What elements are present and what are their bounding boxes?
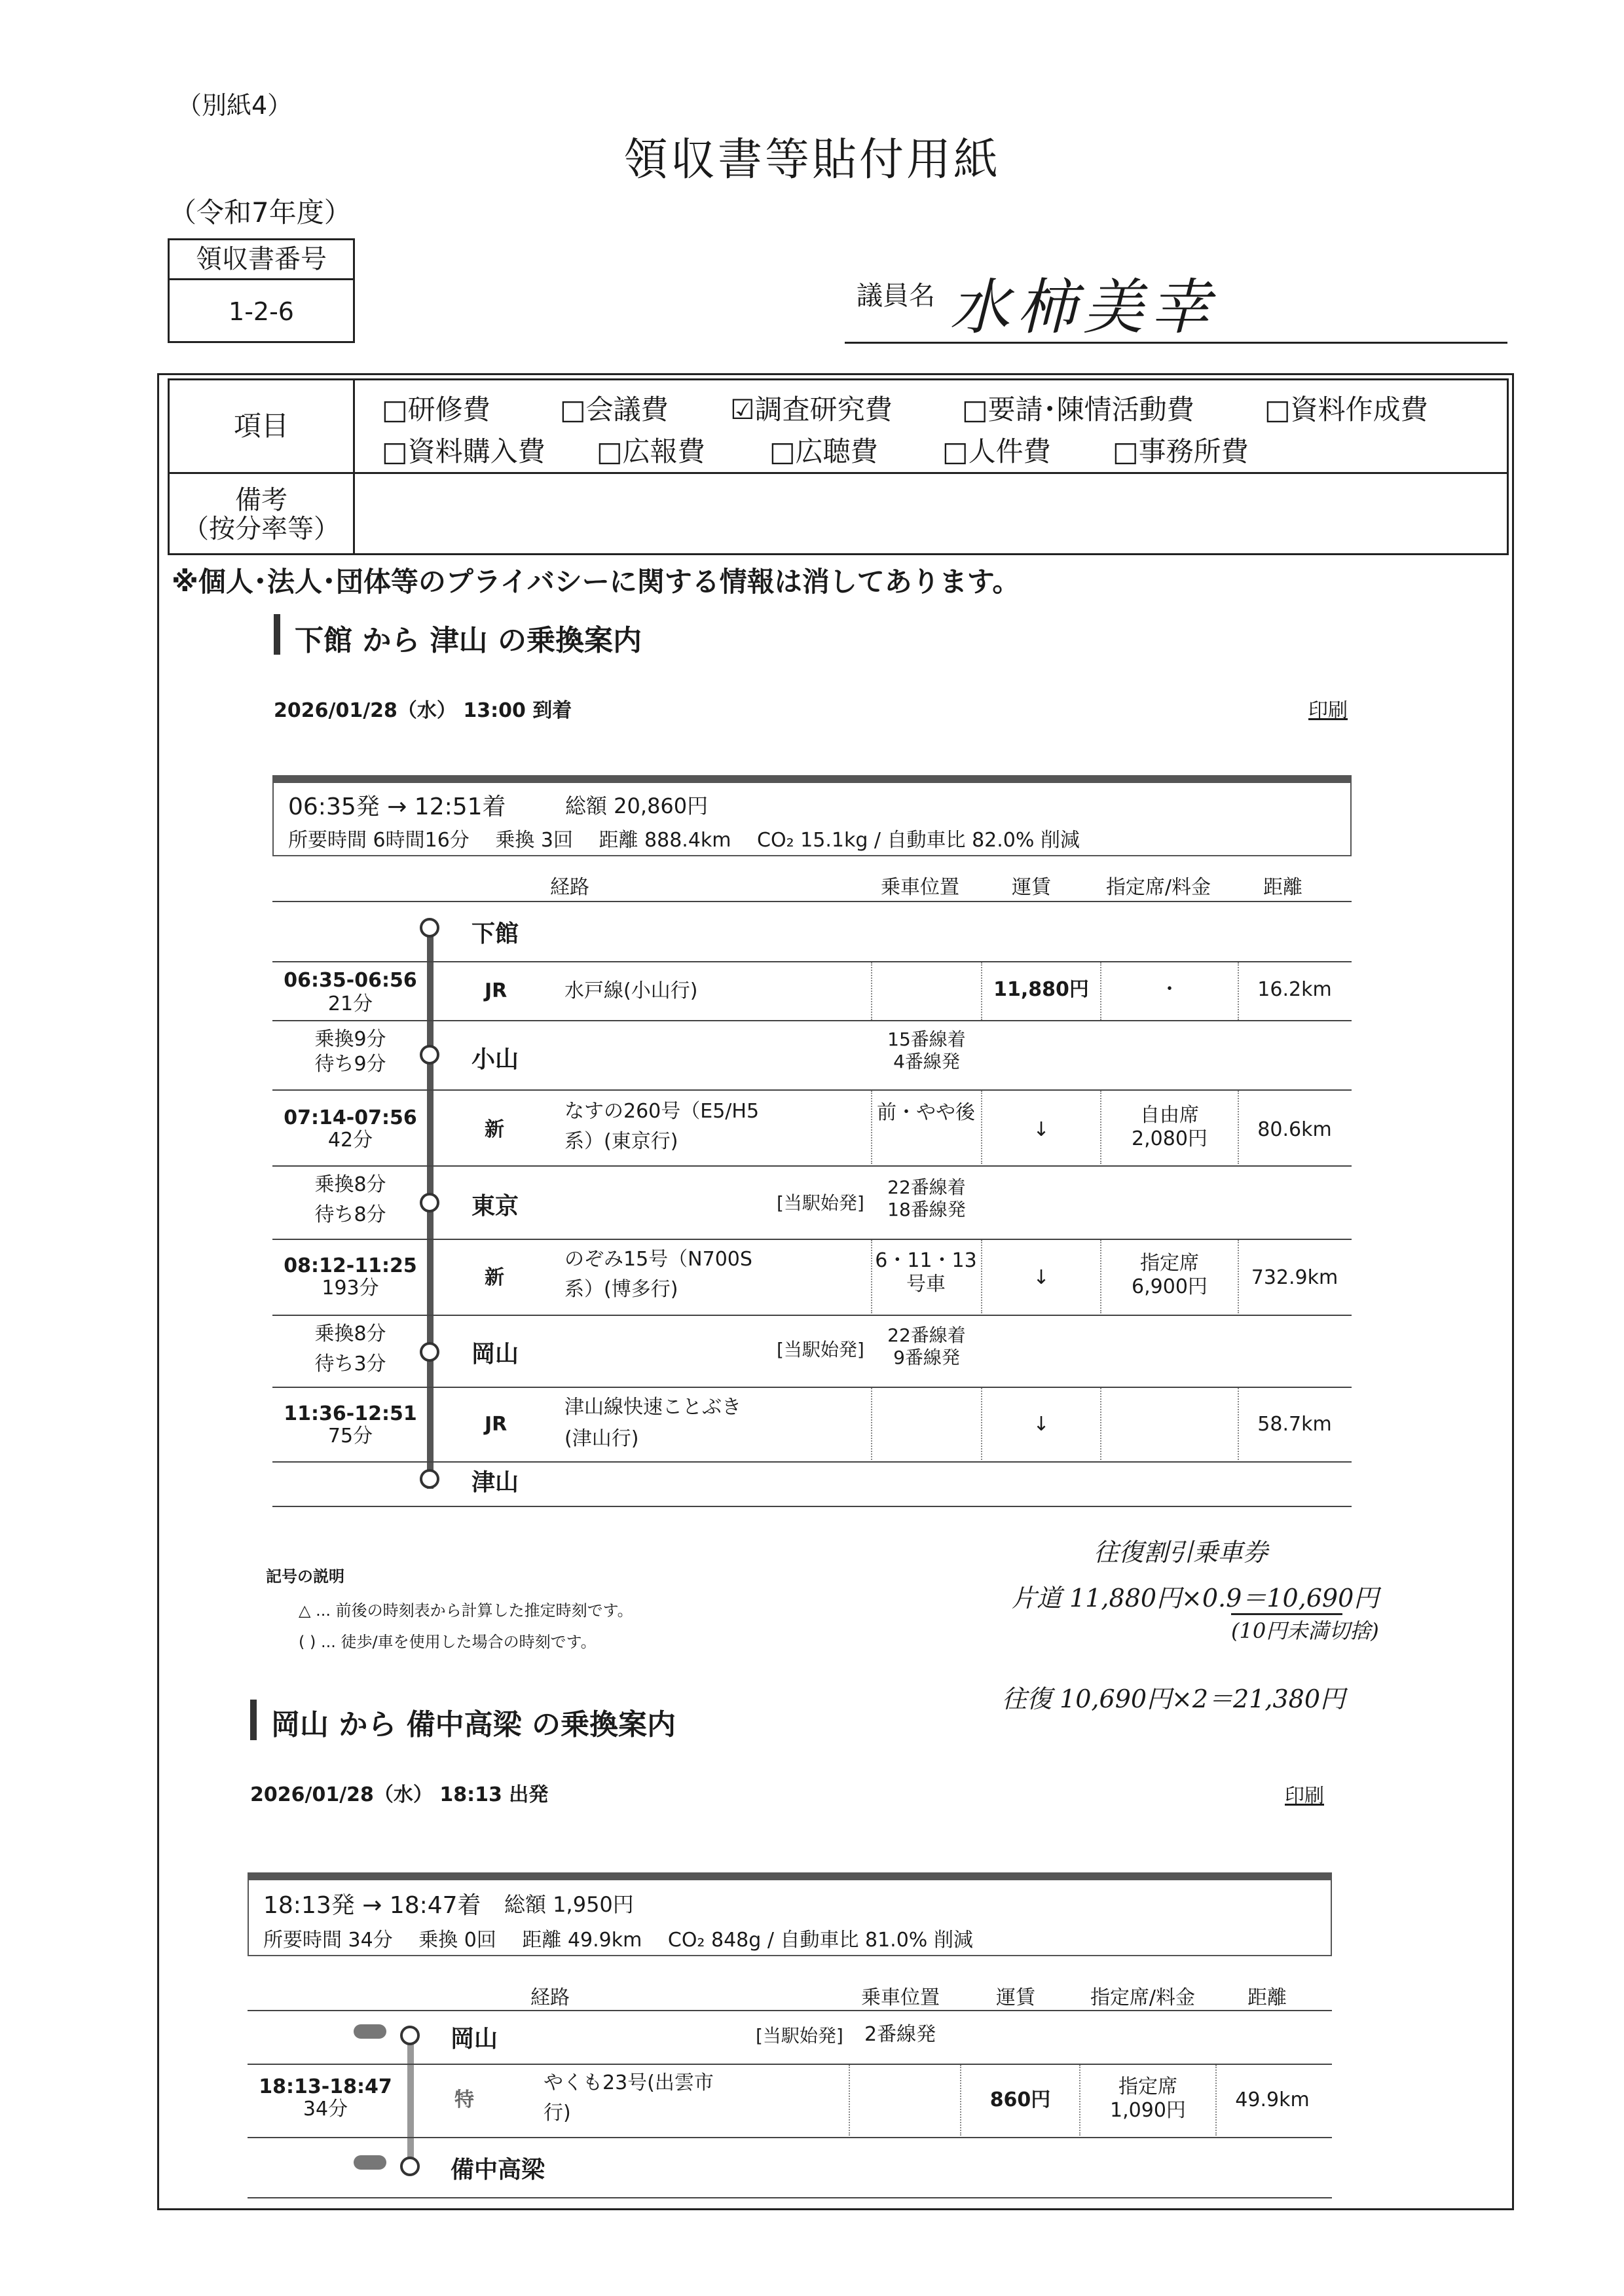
divider [248,2137,1332,2138]
leg-line: のぞみ15号（N700S [564,1248,752,1271]
legend-title: 記号の説明 [266,1567,344,1586]
divider [272,1506,1352,1507]
route1-print-link[interactable]: 印刷 [1308,699,1348,722]
divider [1100,1388,1101,1460]
origin-note: [当駅始発] [756,2025,843,2047]
platform-departure: 4番線発 [893,1051,960,1072]
divider [272,1239,1352,1240]
fiscal-year: （令和7年度） [169,196,352,228]
divider [871,1240,872,1313]
divider [272,1461,1352,1463]
leg-distance: 49.9km [1235,2088,1310,2111]
route2-summary [248,1879,1332,1956]
platform-departure: 2番線発 [864,2023,936,2046]
leg-fare: ↓ [1033,1118,1050,1141]
route2-title: 岡山 から 備中高梁 の乗換案内 [271,1708,676,1741]
category-label: 項目 [170,380,355,472]
leg-line-2: 系）(東京行) [564,1130,678,1153]
attachment-label: （別紙4） [177,91,293,120]
train-type-shinkansen: 新 [485,1118,504,1141]
leg-line-2: (津山行) [564,1427,639,1450]
leg-fare: ↓ [1033,1413,1050,1436]
handwritten-roundtrip-calc: 往復 10,690円×2＝21,380円 [1002,1685,1346,1713]
train-type-jr: JR [485,1413,507,1436]
leg-seat-fee: 6,900円 [1132,1275,1208,1298]
divider [272,961,1352,962]
leg-fare: 11,880円 [993,978,1089,1001]
divider [272,1165,1352,1167]
divider [272,1315,1352,1316]
station-node [420,1342,439,1362]
leg-time: 18:13-18:47 [259,2075,392,2098]
leg-position: 前・やや後 [877,1101,975,1124]
station-okayama: 岡山 [471,1341,519,1368]
col-position: 乗車位置 [881,876,959,899]
document-title: 領収書等貼付用紙 [623,134,1001,186]
leg-position: 6・11・13号車 [875,1249,977,1296]
col-position: 乗車位置 [861,1986,940,2009]
transfer-time: 乗換8分 [314,1322,386,1345]
platform-departure: 18番線発 [887,1199,966,1220]
handwritten-oneway-calc: 片道 11,880円×0.9＝10,690円 [1012,1584,1379,1613]
station-node [400,2157,420,2176]
leg-time: 11:36-12:51 [284,1402,417,1425]
checkbox-research[interactable]: ☑調査研究費 [730,393,893,426]
legend-walking: ( ) ... 徒歩/車を使用した場合の時刻です。 [299,1633,597,1651]
station-okayama-2: 岡山 [451,2026,498,2052]
checkbox-hearing[interactable]: □広聴費 [769,435,878,467]
leg-seat: ・ [1160,978,1179,1001]
route1-summary-total: 総額 20,860円 [565,793,709,818]
transfer-wait: 待ち8分 [314,1203,386,1226]
station-node [420,918,439,938]
station-shimodate: 下館 [471,920,519,947]
col-fare: 運賃 [1012,876,1051,899]
section-bar [250,1700,257,1740]
col-seat: 指定席/料金 [1105,876,1211,899]
station-tokyo: 東京 [471,1193,519,1220]
transfer-wait: 待ち3分 [314,1353,386,1376]
station-node [420,1045,439,1065]
divider [871,962,872,1020]
leg-duration: 193分 [322,1277,379,1300]
leg-seat-type: 指定席 [1118,2075,1177,2098]
route1-summary-detail: 所要時間 6時間16分 乗換 3回 距離 888.4km CO₂ 15.1kg / 自動車比 82.0% 削減 [288,829,1080,852]
signature-line [845,342,1507,344]
checkbox-material-purchase[interactable]: □資料購入費 [382,435,545,467]
origin-note: [当駅始発] [777,1192,864,1214]
checkbox-petition[interactable]: □要請･陳情活動費 [962,393,1194,426]
divider [272,901,1352,902]
col-fare: 運賃 [996,1986,1035,2009]
platform-arrival: 22番線着 [887,1324,966,1346]
leg-duration: 21分 [327,993,373,1015]
transfer-time: 乗換9分 [314,1028,386,1051]
col-distance: 距離 [1263,876,1302,899]
privacy-note: ※個人･法人･団体等のプライバシーに関する情報は消してあります。 [172,566,1020,598]
remarks-label-line1: 備考 [235,485,287,515]
divider [272,1089,1352,1091]
category-table [168,378,1509,555]
remarks-label-line2: （按分率等） [183,514,340,544]
checkbox-meeting[interactable]: □会議費 [560,393,669,426]
divider [871,1388,872,1460]
divider [272,1020,1352,1021]
col-distance: 距離 [1247,1986,1287,2009]
col-seat: 指定席/料金 [1090,1986,1196,2009]
route2-summary-time: 18:13発 → 18:47着 [263,1892,481,1919]
leg-distance: 16.2km [1257,978,1332,1001]
legend-estimated: △ ... 前後の時刻表から計算した推定時刻です。 [299,1601,633,1620]
divider [849,2065,850,2136]
leg-line: 水戸線(小山行) [564,979,698,1002]
route1-datetime: 2026/01/28（水） 13:00 到着 [274,699,572,722]
section-bar [274,614,280,655]
receipt-number: 1-2-6 [229,297,294,326]
station-node [400,2026,420,2045]
station-oyama: 小山 [471,1046,519,1073]
leg-fare: 860円 [989,2088,1051,2111]
col-route: 経路 [550,876,589,899]
category-row [170,380,1507,474]
route2-summary-total: 総額 1,950円 [504,1892,634,1917]
divider [248,2064,1332,2065]
leg-seat-fee: 1,090円 [1110,2099,1186,2122]
checkbox-material-making[interactable]: □資料作成費 [1264,393,1428,426]
platform-arrival: 22番線着 [887,1176,966,1198]
route2-track [407,2043,414,2160]
station-tsuyama: 津山 [471,1469,519,1496]
leg-seat-fee: 2,080円 [1132,1127,1208,1150]
divider [871,1091,872,1164]
leg-duration: 34分 [303,2098,348,2121]
handwritten-roundtrip-title: 往復割引乗車券 [1094,1538,1268,1567]
transfer-wait: 待ち9分 [314,1053,386,1076]
cloud-icon [354,2155,386,2170]
leg-time: 08:12-11:25 [284,1254,417,1277]
station-node [420,1469,439,1489]
train-type-limited-express: 特 [454,2088,474,2111]
route1-summary [272,782,1352,856]
receipt-number-label: 領収書番号 [170,240,353,280]
leg-seat-type: 自由席 [1140,1104,1199,1127]
route2-print-link[interactable]: 印刷 [1285,1785,1324,1808]
checkbox-office[interactable]: □事務所費 [1113,435,1249,467]
divider [272,1387,1352,1388]
leg-line: 津山線快速ことぶき [564,1396,741,1419]
col-route: 経路 [530,1986,570,2009]
checkbox-personnel[interactable]: □人件費 [942,435,1051,467]
station-bitchu-takahashi: 備中高梁 [451,2157,545,2183]
leg-time: 06:35-06:56 [284,969,417,992]
origin-note: [当駅始発] [777,1339,864,1360]
divider [248,2010,1332,2011]
checkbox-training[interactable]: □研修費 [382,393,490,426]
leg-line: なすの260号（E5/H5 [564,1100,760,1123]
transfer-time: 乗換8分 [314,1173,386,1196]
platform-departure: 9番線発 [893,1347,960,1368]
leg-distance: 58.7km [1257,1413,1332,1436]
leg-duration: 42分 [327,1129,373,1152]
leg-duration: 75分 [327,1425,373,1448]
leg-distance: 732.9km [1251,1266,1338,1289]
route2-summary-detail: 所要時間 34分 乗換 0回 距離 49.9km CO₂ 848g / 自動車比 81.0% 削減 [263,1929,973,1952]
leg-line: やくも23号(出雲市 [544,2071,714,2094]
leg-seat-type: 指定席 [1140,1252,1199,1275]
leg-line-2: 系）(博多行) [564,1278,678,1301]
divider [248,2197,1332,2198]
leg-distance: 80.6km [1257,1118,1332,1141]
route1-title: 下館 から 津山 の乗換案内 [295,624,642,657]
member-label: 議員名 [857,281,935,311]
leg-line-2: 行) [544,2102,571,2124]
leg-fare: ↓ [1033,1266,1050,1289]
train-type-jr: JR [485,979,507,1002]
leg-time: 07:14-07:56 [284,1106,417,1129]
remarks-label [170,474,355,555]
station-node [420,1193,439,1212]
platform-arrival: 15番線着 [887,1029,966,1050]
checkbox-publicity[interactable]: □広報費 [597,435,705,467]
receipt-number-box [168,238,355,343]
handwritten-rounding-note: (10円未満切捨) [1231,1618,1379,1643]
route2-datetime: 2026/01/28（水） 18:13 出発 [250,1783,549,1806]
route1-summary-time: 06:35発 → 12:51着 [288,793,506,820]
train-type-shinkansen: 新 [485,1266,504,1289]
member-signature: 水柿美幸 [950,272,1217,342]
cloud-icon [354,2024,386,2039]
